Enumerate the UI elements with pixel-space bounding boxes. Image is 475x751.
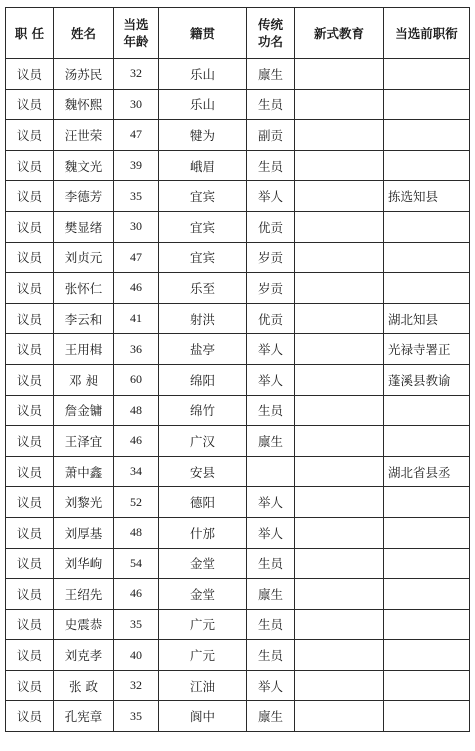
table-body <box>6 59 470 732</box>
council-member-table <box>5 7 470 732</box>
cell-previous-post <box>384 89 470 120</box>
cell-previous-post: 湖北省县丞 <box>384 456 470 487</box>
cell-traditional: 生员 <box>247 89 295 120</box>
cell-position: 议员 <box>6 487 54 518</box>
table-row <box>6 701 470 732</box>
cell-previous-post <box>384 487 470 518</box>
cell-native-place: 什邡 <box>159 517 247 548</box>
cell-age: 46 <box>114 579 159 610</box>
header-traditional-line2: 功名 <box>257 34 283 49</box>
cell-traditional: 廪生 <box>247 426 295 457</box>
cell-traditional: 廪生 <box>247 579 295 610</box>
cell-age: 32 <box>114 670 159 701</box>
cell-previous-post: 蓬溪县教谕 <box>384 364 470 395</box>
cell-position: 议员 <box>6 701 54 732</box>
cell-traditional: 举人 <box>247 334 295 365</box>
cell-position: 议员 <box>6 548 54 579</box>
cell-traditional: 岁贡 <box>247 273 295 304</box>
cell-modern-education <box>295 395 384 426</box>
cell-age: 41 <box>114 303 159 334</box>
cell-traditional: 生员 <box>247 548 295 579</box>
cell-name: 萧中鑫 <box>54 456 114 487</box>
table-row <box>6 640 470 671</box>
cell-position: 议员 <box>6 609 54 640</box>
cell-traditional: 生员 <box>247 609 295 640</box>
header-age <box>114 8 159 59</box>
cell-modern-education <box>295 89 384 120</box>
table-row <box>6 548 470 579</box>
cell-native-place: 广汉 <box>159 426 247 457</box>
table-row <box>6 426 470 457</box>
table-row <box>6 242 470 273</box>
cell-native-place: 绵竹 <box>159 395 247 426</box>
cell-previous-post <box>384 517 470 548</box>
cell-name: 张 政 <box>54 670 114 701</box>
cell-name: 刘华岣 <box>54 548 114 579</box>
cell-age: 52 <box>114 487 159 518</box>
cell-previous-post <box>384 242 470 273</box>
cell-traditional: 举人 <box>247 517 295 548</box>
cell-previous-post <box>384 609 470 640</box>
cell-native-place: 乐山 <box>159 89 247 120</box>
cell-age: 48 <box>114 395 159 426</box>
cell-age: 30 <box>114 89 159 120</box>
cell-modern-education <box>295 364 384 395</box>
table-row <box>6 273 470 304</box>
cell-name: 刘厚基 <box>54 517 114 548</box>
cell-native-place: 广元 <box>159 640 247 671</box>
cell-age: 46 <box>114 273 159 304</box>
cell-position: 议员 <box>6 670 54 701</box>
cell-modern-education <box>295 303 384 334</box>
cell-native-place: 峨眉 <box>159 150 247 181</box>
cell-position: 议员 <box>6 579 54 610</box>
cell-age: 36 <box>114 334 159 365</box>
cell-traditional: 举人 <box>247 181 295 212</box>
cell-modern-education <box>295 579 384 610</box>
cell-native-place: 绵阳 <box>159 364 247 395</box>
cell-modern-education <box>295 456 384 487</box>
cell-position: 议员 <box>6 517 54 548</box>
cell-position: 议员 <box>6 273 54 304</box>
table-row <box>6 89 470 120</box>
cell-name: 张怀仁 <box>54 273 114 304</box>
cell-position: 议员 <box>6 426 54 457</box>
cell-previous-post: 湖北知县 <box>384 303 470 334</box>
table-row <box>6 59 470 90</box>
cell-name: 李云和 <box>54 303 114 334</box>
table-row <box>6 517 470 548</box>
header-age-line1: 当选 <box>123 17 149 32</box>
cell-native-place: 犍为 <box>159 120 247 151</box>
cell-position: 议员 <box>6 181 54 212</box>
cell-previous-post <box>384 59 470 90</box>
cell-age: 30 <box>114 211 159 242</box>
cell-position: 议员 <box>6 59 54 90</box>
cell-traditional <box>247 456 295 487</box>
cell-name: 詹金镛 <box>54 395 114 426</box>
cell-position: 议员 <box>6 150 54 181</box>
cell-age: 34 <box>114 456 159 487</box>
cell-traditional: 副贡 <box>247 120 295 151</box>
cell-modern-education <box>295 59 384 90</box>
cell-previous-post <box>384 273 470 304</box>
cell-traditional: 举人 <box>247 487 295 518</box>
cell-name: 刘克孝 <box>54 640 114 671</box>
cell-native-place: 安县 <box>159 456 247 487</box>
cell-position: 议员 <box>6 120 54 151</box>
header-previous-post: 当选前职衔 <box>384 8 470 59</box>
cell-traditional: 优贡 <box>247 211 295 242</box>
cell-age: 46 <box>114 426 159 457</box>
cell-name: 邓 昶 <box>54 364 114 395</box>
cell-name: 樊显绪 <box>54 211 114 242</box>
cell-previous-post: 光禄寺署正 <box>384 334 470 365</box>
cell-position: 议员 <box>6 211 54 242</box>
cell-age: 39 <box>114 150 159 181</box>
cell-native-place: 射洪 <box>159 303 247 334</box>
cell-name: 王用楫 <box>54 334 114 365</box>
table-row <box>6 334 470 365</box>
cell-age: 35 <box>114 609 159 640</box>
cell-name: 刘贞元 <box>54 242 114 273</box>
cell-position: 议员 <box>6 364 54 395</box>
cell-position: 议员 <box>6 395 54 426</box>
cell-native-place: 广元 <box>159 609 247 640</box>
cell-modern-education <box>295 548 384 579</box>
cell-modern-education <box>295 334 384 365</box>
cell-native-place: 乐至 <box>159 273 247 304</box>
cell-previous-post <box>384 670 470 701</box>
cell-modern-education <box>295 181 384 212</box>
table-row <box>6 364 470 395</box>
cell-name: 魏文光 <box>54 150 114 181</box>
cell-modern-education <box>295 609 384 640</box>
cell-traditional: 生员 <box>247 395 295 426</box>
header-age-line2: 年龄 <box>123 34 149 49</box>
table-row <box>6 150 470 181</box>
cell-age: 47 <box>114 242 159 273</box>
cell-name: 王绍先 <box>54 579 114 610</box>
cell-previous-post <box>384 395 470 426</box>
cell-age: 48 <box>114 517 159 548</box>
cell-previous-post <box>384 701 470 732</box>
header-row <box>6 8 470 59</box>
cell-modern-education <box>295 426 384 457</box>
header-modern-education: 新式教育 <box>295 8 384 59</box>
cell-name: 李德芳 <box>54 181 114 212</box>
cell-native-place: 江油 <box>159 670 247 701</box>
cell-modern-education <box>295 120 384 151</box>
cell-position: 议员 <box>6 89 54 120</box>
header-name: 姓名 <box>54 8 114 59</box>
table-row <box>6 609 470 640</box>
cell-previous-post <box>384 548 470 579</box>
cell-traditional: 廪生 <box>247 701 295 732</box>
cell-previous-post <box>384 579 470 610</box>
cell-age: 32 <box>114 59 159 90</box>
cell-age: 47 <box>114 120 159 151</box>
cell-previous-post <box>384 640 470 671</box>
cell-previous-post: 拣选知县 <box>384 181 470 212</box>
cell-traditional: 生员 <box>247 150 295 181</box>
header-native-place: 籍贯 <box>159 8 247 59</box>
cell-age: 40 <box>114 640 159 671</box>
cell-name: 王泽宜 <box>54 426 114 457</box>
cell-age: 54 <box>114 548 159 579</box>
table-row <box>6 303 470 334</box>
cell-age: 35 <box>114 701 159 732</box>
cell-previous-post <box>384 426 470 457</box>
cell-name: 孔宪章 <box>54 701 114 732</box>
header-traditional-line1: 传统 <box>257 17 283 32</box>
roster-table-container <box>5 7 469 745</box>
cell-modern-education <box>295 640 384 671</box>
table-row <box>6 120 470 151</box>
cell-native-place: 阆中 <box>159 701 247 732</box>
cell-traditional: 举人 <box>247 670 295 701</box>
table-row <box>6 670 470 701</box>
header-position: 职 任 <box>6 8 54 59</box>
cell-previous-post <box>384 150 470 181</box>
cell-age: 35 <box>114 181 159 212</box>
cell-name: 史震恭 <box>54 609 114 640</box>
cell-native-place: 宜宾 <box>159 242 247 273</box>
cell-modern-education <box>295 670 384 701</box>
cell-position: 议员 <box>6 456 54 487</box>
table-row <box>6 181 470 212</box>
cell-modern-education <box>295 487 384 518</box>
cell-modern-education <box>295 701 384 732</box>
cell-traditional: 岁贡 <box>247 242 295 273</box>
cell-traditional: 廪生 <box>247 59 295 90</box>
cell-traditional: 举人 <box>247 364 295 395</box>
cell-native-place: 宜宾 <box>159 181 247 212</box>
cell-modern-education <box>295 242 384 273</box>
cell-native-place: 盐亭 <box>159 334 247 365</box>
cell-name: 魏怀熙 <box>54 89 114 120</box>
table-header <box>6 8 470 59</box>
cell-previous-post <box>384 120 470 151</box>
cell-traditional: 生员 <box>247 640 295 671</box>
cell-age: 60 <box>114 364 159 395</box>
cell-position: 议员 <box>6 242 54 273</box>
cell-native-place: 宜宾 <box>159 211 247 242</box>
cell-name: 汪世荣 <box>54 120 114 151</box>
table-row <box>6 456 470 487</box>
cell-traditional: 优贡 <box>247 303 295 334</box>
cell-modern-education <box>295 211 384 242</box>
table-row <box>6 579 470 610</box>
cell-name: 刘黎光 <box>54 487 114 518</box>
table-row <box>6 395 470 426</box>
cell-previous-post <box>384 211 470 242</box>
header-traditional <box>247 8 295 59</box>
cell-native-place: 金堂 <box>159 548 247 579</box>
cell-native-place: 金堂 <box>159 579 247 610</box>
cell-name: 汤苏民 <box>54 59 114 90</box>
cell-modern-education <box>295 273 384 304</box>
table-row <box>6 211 470 242</box>
cell-native-place: 乐山 <box>159 59 247 90</box>
cell-modern-education <box>295 517 384 548</box>
cell-position: 议员 <box>6 640 54 671</box>
cell-native-place: 德阳 <box>159 487 247 518</box>
cell-position: 议员 <box>6 303 54 334</box>
cell-position: 议员 <box>6 334 54 365</box>
cell-modern-education <box>295 150 384 181</box>
table-row <box>6 487 470 518</box>
